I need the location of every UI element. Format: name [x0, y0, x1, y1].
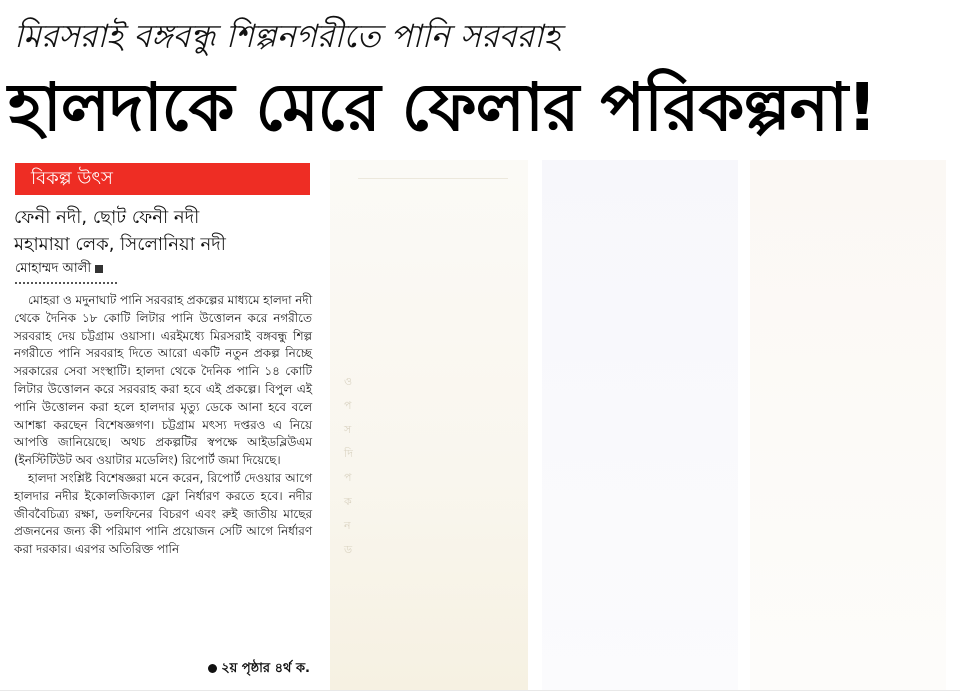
bottom-rule — [0, 690, 960, 691]
section-label-bar: বিকল্প উৎস — [15, 163, 310, 195]
body-paragraph: হালদা সংশ্লিষ্ট বিশেষজ্ঞরা মনে করেন, রিপোর্ট দেওয়ার আগে হালদার নদীর ইকোলজিক্যাল ফ্লো নির্ধারণ করতে হবে। নদীর জীববৈচিত্র্য রক্ষা, ডলফিনের বিচরণ এবং রুই জাতীয় মাছের প্রজননের জন্য কী পরিমাণ পানি প্রয়োজন সেটি আগে নির্ধারণ করা দরকার। এরপর অতিরিক্ত পানি — [14, 470, 312, 557]
faint-print-glyphs: ও প স দি প ক ন ড — [344, 375, 353, 556]
subhead-line: মহামায়া লেক, সিলোনিয়া নদী — [14, 234, 226, 255]
byline-author: মোহাম্মদ আলী — [15, 261, 92, 276]
article-headline: হালদাকে মেরে ফেলার পরিকল্পনা! — [8, 69, 877, 146]
byline-square-icon — [95, 265, 103, 273]
continuation-note — [208, 660, 310, 678]
article-subhead — [14, 204, 312, 258]
byline — [15, 259, 103, 279]
article-body — [14, 292, 312, 559]
faded-panel — [542, 160, 738, 690]
continuation-text: ২য় পৃষ্ঠার ৪র্থ ক. — [221, 661, 310, 676]
faded-panel — [750, 160, 946, 690]
body-paragraph: মোহরা ও মদুনাঘাট পানি সরবরাহ প্রকল্পের মাধ্যমে হালদা নদী থেকে দৈনিক ১৮ কোটি লিটার পানি উত্তোলন করে নগরীতে সরবরাহ দেয় চট্টগ্রাম ওয়াসা। এরইমধ্যে মিরসরাই বঙ্গবন্ধু শিল্প নগরীতে পানি সরবরাহ দিতে আরো একটি নতুন প্রকল্প নিচ্ছে সরকারের সেবা সংস্থাটি। হালদা থেকে দৈনিক পানি ১৪ কোটি লিটার উত্তোলন করে সরবরাহ করা হবে এই প্রকল্পে। বিপুল এই পানি উত্তোলন করা হলে হালদার মৃত্যু ডেকে আনা হবে বলে আশঙ্কা করছেন বিশেষজ্ঞগণ। চট্টগ্রাম মৎস্য দপ্তরও এ নিয়ে আপত্তি জানিয়েছে। অথচ প্রকল্পটির স্বপক্ষে আইডব্লিউএম (ইনস্টিটিউট অব ওয়াটার মডেলিং) রিপোর্ট জমা দিয়েছে। — [14, 293, 312, 468]
article-kicker: মিরসরাই বঙ্গবন্ধু শিল্পনগরীতে পানি সরবরাহ — [14, 17, 561, 55]
panel-edge-line — [358, 178, 508, 179]
article-column — [12, 162, 312, 692]
subhead-line: ফেনী নদী, ছোট ফেনী নদী — [14, 207, 200, 228]
faded-newspaper-area — [330, 160, 960, 695]
bullet-dot-icon — [208, 664, 217, 673]
faded-panel — [330, 160, 528, 690]
byline-dotted-divider — [15, 282, 117, 284]
